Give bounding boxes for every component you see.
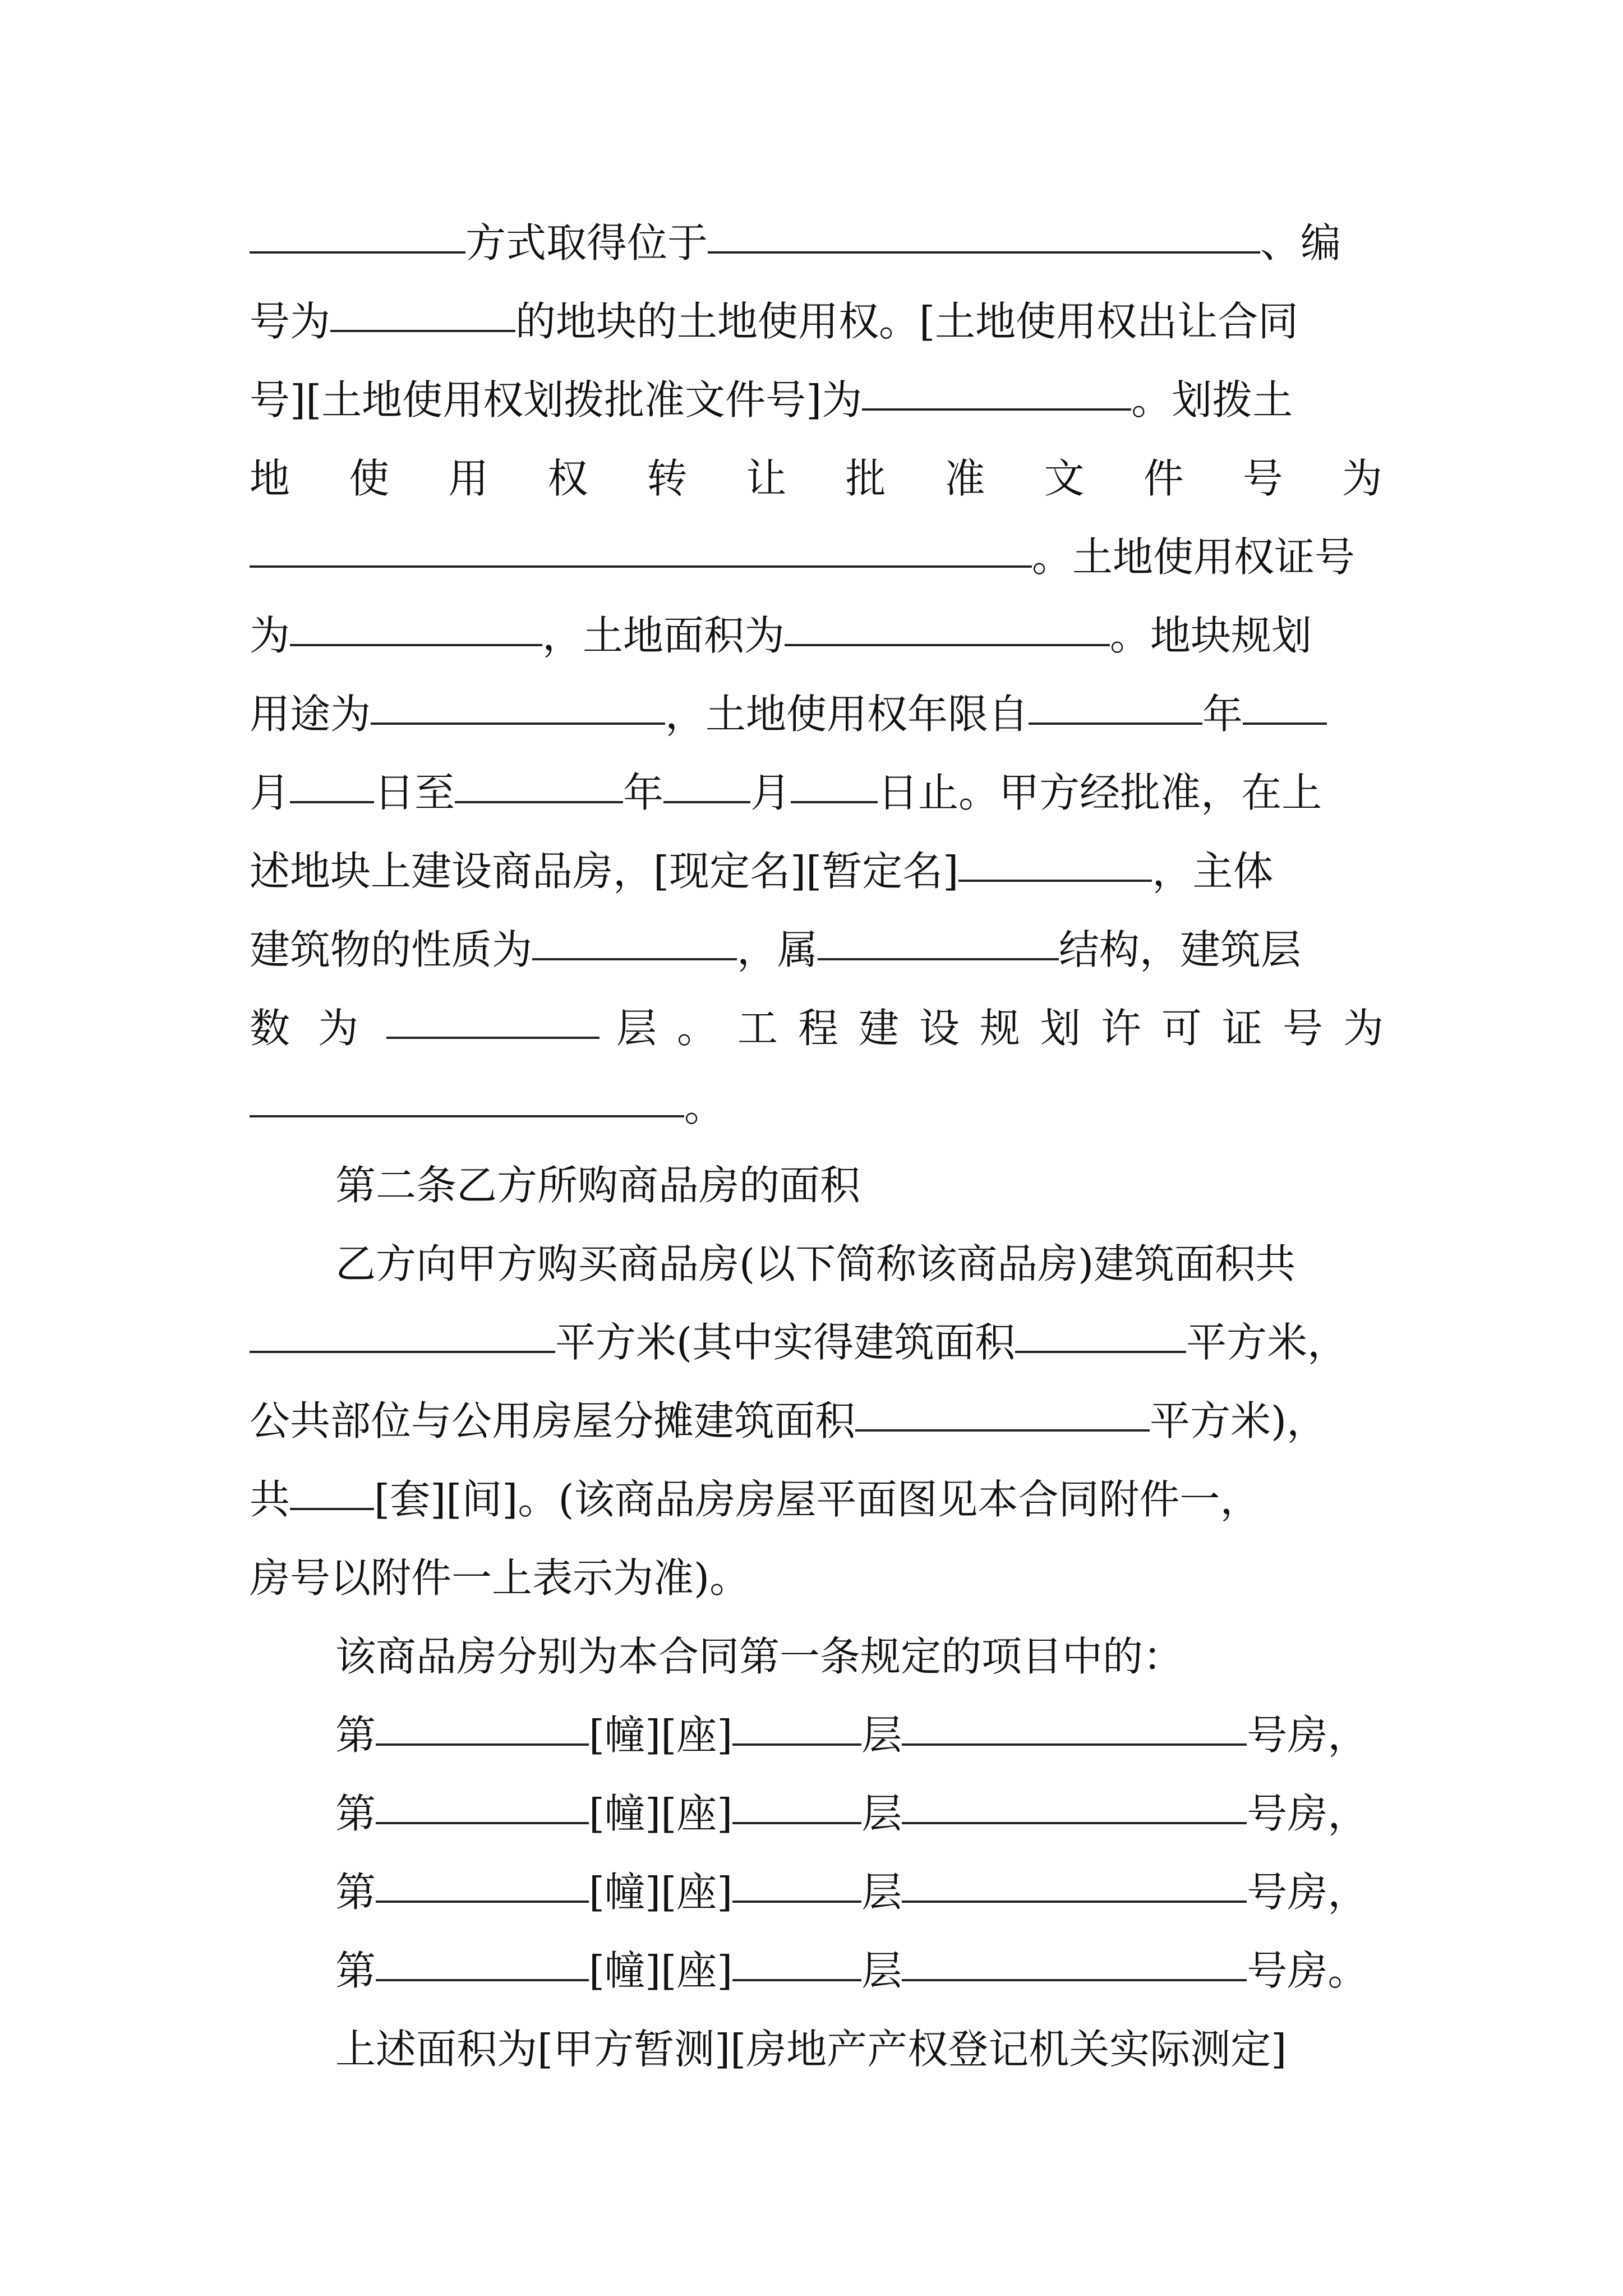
text-line <box>250 675 1382 753</box>
text-segment: 平方米(其中实得建筑面积 <box>555 1319 1016 1366</box>
fill-in-blank[interactable] <box>902 1978 1247 1981</box>
text-segment: 号房， <box>1247 1711 1368 1759</box>
text-segment: 层。工程建设规划许可证号为 <box>616 1005 1404 1052</box>
fill-in-blank[interactable] <box>376 1821 589 1824</box>
fill-in-blank[interactable] <box>785 643 1110 646</box>
fill-in-blank[interactable] <box>958 879 1152 882</box>
fill-in-blank[interactable] <box>732 1978 861 1981</box>
fill-in-blank[interactable] <box>818 958 1059 960</box>
text-segment: 为 <box>250 612 291 659</box>
text-segment: 层 <box>861 1711 902 1759</box>
fill-in-blank[interactable] <box>902 1900 1247 1903</box>
fill-in-blank[interactable] <box>855 1429 1150 1432</box>
text-segment: 乙方向甲方购买商品房(以下简称该商品房)建筑面积共 <box>335 1240 1296 1287</box>
text-line <box>250 1382 1382 1460</box>
text-segment: ，属 <box>737 926 818 973</box>
text-segment: 号房。 <box>1247 1947 1368 1994</box>
text-segment: 第 <box>335 1711 376 1759</box>
unit-row <box>335 1774 1382 1853</box>
unit-row <box>335 1696 1382 1774</box>
text-segment: [幢][座] <box>589 1790 733 1837</box>
text-char: 地 <box>250 455 291 502</box>
text-segment: 、编 <box>1260 219 1341 266</box>
text-segment: 共 <box>250 1476 291 1523</box>
text-segment: 日止。甲方经批准，在上 <box>878 769 1322 816</box>
fill-in-blank[interactable] <box>1243 722 1327 725</box>
fill-in-blank[interactable] <box>791 800 878 803</box>
text-segment: 公共部位与公用房屋分摊建筑面积 <box>250 1397 856 1444</box>
fill-in-blank[interactable] <box>386 1036 600 1039</box>
text-line <box>250 361 1382 439</box>
text-segment: 用途为 <box>250 691 371 738</box>
unit-row <box>335 1853 1382 1931</box>
fill-in-blank[interactable] <box>250 1115 684 1117</box>
text-segment: 结构，建筑层 <box>1059 926 1302 973</box>
text-segment: 月 <box>250 769 291 816</box>
fill-in-blank[interactable] <box>250 251 465 254</box>
fill-in-blank[interactable] <box>290 1507 374 1510</box>
text-line <box>250 910 1382 989</box>
text-char: 件 <box>1143 455 1184 502</box>
fill-in-blank[interactable] <box>708 251 1260 254</box>
text-line <box>250 204 1382 282</box>
unit-row <box>335 1931 1382 2010</box>
text-segment: 述地块上建设商品房，[现定名][暂定名] <box>250 848 959 895</box>
text-char: 使 <box>349 455 390 502</box>
text-char: 文 <box>1044 455 1085 502</box>
text-line <box>250 1303 1382 1382</box>
fill-in-blank[interactable] <box>250 565 1032 568</box>
text-segment: 。地块规划 <box>1110 612 1312 659</box>
text-segment: 房号以附件一上表示为准)。 <box>250 1554 750 1602</box>
fill-in-blank[interactable] <box>376 1743 589 1746</box>
text-line <box>250 753 1382 832</box>
text-segment: 年 <box>623 769 664 816</box>
text-segment: [套][间]。(该商品房房屋平面图见本合同附件一， <box>374 1476 1261 1523</box>
text-char: 转 <box>647 455 688 502</box>
fill-in-blank[interactable] <box>455 800 623 803</box>
text-segment: ，土地使用权年限自 <box>665 691 1029 738</box>
fill-in-blank[interactable] <box>902 1821 1247 1824</box>
fill-in-blank[interactable] <box>330 329 515 332</box>
text-line <box>250 989 1404 1068</box>
text-segment: 建筑物的性质为 <box>250 926 533 973</box>
fill-in-blank[interactable] <box>732 1900 861 1903</box>
text-segment: 平方米)， <box>1150 1397 1327 1444</box>
text-segment: 号][土地使用权划拨批准文件号]为 <box>250 376 863 424</box>
text-char: 为 <box>1341 455 1382 502</box>
text-segment: 年 <box>1202 691 1243 738</box>
fill-in-blank[interactable] <box>290 643 542 646</box>
text-line <box>250 282 1382 361</box>
text-segment: 第二条乙方所购商品房的面积 <box>335 1162 861 1209</box>
text-char: 号 <box>1242 455 1283 502</box>
text-char: 准 <box>944 455 985 502</box>
fill-in-blank[interactable] <box>663 800 750 803</box>
fill-in-blank[interactable] <box>250 1350 555 1353</box>
text-segment: ，土地面积为 <box>542 612 785 659</box>
text-segment: 上述面积为[甲方暂测][房地产产权登记机关实际测定] <box>335 2026 1287 2073</box>
fill-in-blank[interactable] <box>376 1978 589 1981</box>
text-char: 权 <box>547 455 588 502</box>
text-segment: 该商品房分别为本合同第一条规定的项目中的： <box>335 1633 1184 1680</box>
text-segment: [幢][座] <box>589 1947 733 1994</box>
fill-in-blank[interactable] <box>1029 722 1202 725</box>
fill-in-blank[interactable] <box>290 800 374 803</box>
text-segment: 号房， <box>1247 1869 1368 1916</box>
text-segment: 数为 <box>250 1005 387 1052</box>
text-char: 用 <box>448 455 489 502</box>
text-segment: 第 <box>335 1790 376 1837</box>
text-segment: 平方米， <box>1186 1319 1348 1366</box>
text-line <box>250 439 1382 518</box>
text-segment: 。土地使用权证号 <box>1032 533 1355 581</box>
text-segment: 日至 <box>374 769 455 816</box>
text-segment: 号房， <box>1247 1790 1368 1837</box>
fill-in-blank[interactable] <box>376 1900 589 1903</box>
text-line <box>335 2010 1382 2088</box>
text-segment: 。划拨土 <box>1131 376 1293 424</box>
text-line <box>250 832 1382 910</box>
text-segment: 层 <box>861 1947 902 1994</box>
text-line <box>250 1068 1382 1146</box>
fill-in-blank[interactable] <box>1015 1350 1186 1353</box>
text-segment: 号为 <box>250 298 331 345</box>
text-segment: [幢][座] <box>589 1711 733 1759</box>
text-segment: 。 <box>684 1083 725 1130</box>
fill-in-blank[interactable] <box>371 722 665 725</box>
text-segment: [幢][座] <box>589 1869 733 1916</box>
text-segment: 层 <box>861 1869 902 1916</box>
text-line <box>335 1225 1382 1303</box>
text-segment: 层 <box>861 1790 902 1837</box>
text-segment: 第 <box>335 1869 376 1916</box>
fill-in-blank[interactable] <box>732 1821 861 1824</box>
text-segment: 月 <box>750 769 791 816</box>
fill-in-blank[interactable] <box>732 1743 861 1746</box>
fill-in-blank[interactable] <box>862 408 1131 411</box>
text-segment: 的地块的土地使用权。[土地使用权出让合同 <box>515 298 1299 345</box>
fill-in-blank[interactable] <box>902 1743 1247 1746</box>
article-heading <box>335 1146 1382 1225</box>
text-line <box>250 596 1382 675</box>
fill-in-blank[interactable] <box>532 958 737 960</box>
text-line <box>335 1617 1382 1696</box>
text-line <box>250 1539 1382 1617</box>
text-segment: 第 <box>335 1947 376 1994</box>
text-line <box>250 1460 1382 1539</box>
text-char: 批 <box>845 455 886 502</box>
text-char: 让 <box>746 455 787 502</box>
text-segment: 方式取得位于 <box>465 219 708 266</box>
text-line <box>250 518 1382 596</box>
text-segment: ，主体 <box>1152 848 1274 895</box>
